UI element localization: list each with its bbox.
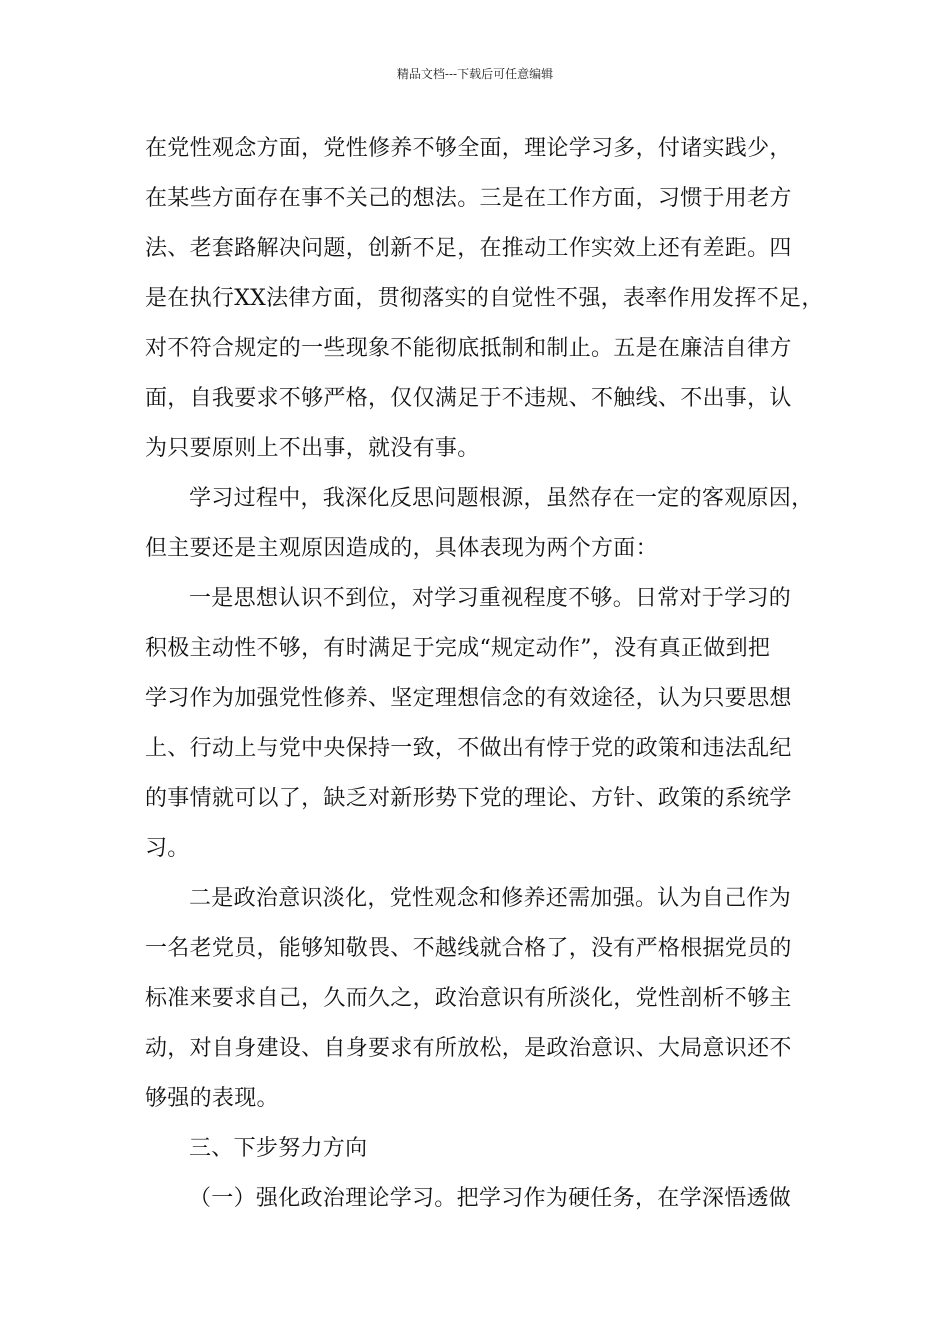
text-line: 一名老党员，能够知敬畏、不越线就合格了，没有严格根据党员的 (145, 936, 792, 961)
subsection-heading-line: （一）强化政治理论学习。把学习作为硬任务，在学深悟透做 (189, 1186, 792, 1211)
text-line: 面，自我要求不够严格，仅仅满足于不违规、不触线、不出事，认 (145, 386, 792, 411)
paragraph-start-line: 学习过程中，我深化反思问题根源，虽然存在一定的客观原因， (189, 486, 814, 511)
text-line: 为只要原则上不出事，就没有事。 (145, 436, 480, 461)
text-line: 对不符合规定的一些现象不能彻底抵制和制止。五是在廉洁自律方 (145, 336, 792, 361)
paragraph-start-line: 二是政治意识淡化，党性观念和修养还需加强。认为自己作为 (189, 886, 792, 911)
text-line: 上、行动上与党中央保持一致，不做出有悖于党的政策和违法乱纪 (145, 736, 792, 761)
text-line: 法、老套路解决问题，创新不足，在推动工作实效上还有差距。四 (145, 236, 792, 261)
text-line: 积极主动性不够，有时满足于完成“规定动作”，没有真正做到把 (145, 636, 771, 661)
text-line: 在某些方面存在事不关己的想法。三是在工作方面，习惯于用老方 (145, 186, 792, 211)
text-line: 学习作为加强党性修养、坚定理想信念的有效途径，认为只要思想 (145, 686, 792, 711)
text-line: 的事情就可以了，缺乏对新形势下党的理论、方针、政策的系统学 (145, 786, 792, 811)
text-line: 习。 (145, 836, 190, 861)
text-line: 标准来要求自己，久而久之，政治意识有所淡化，党性剖析不够主 (145, 986, 792, 1011)
text-line: 在党性观念方面，党性修养不够全面，理论学习多，付诸实践少， (145, 136, 792, 161)
paragraph-start-line: 一是思想认识不到位，对学习重视程度不够。日常对于学习的 (189, 586, 792, 611)
text-line: 动，对自身建设、自身要求有所放松，是政治意识、大局意识还不 (145, 1036, 792, 1061)
document-body (145, 130, 825, 1230)
text-line: 是在执行XX法律方面，贯彻落实的自觉性不强，表率作用发挥不足， (145, 286, 824, 311)
text-line: 但主要还是主观原因造成的，具体表现为两个方面： (145, 536, 658, 561)
text-line: 够强的表现。 (145, 1086, 279, 1111)
section-heading: 三、下步努力方向 (189, 1136, 368, 1161)
page-header: 精品文档---下载后可任意编辑 (396, 67, 554, 81)
